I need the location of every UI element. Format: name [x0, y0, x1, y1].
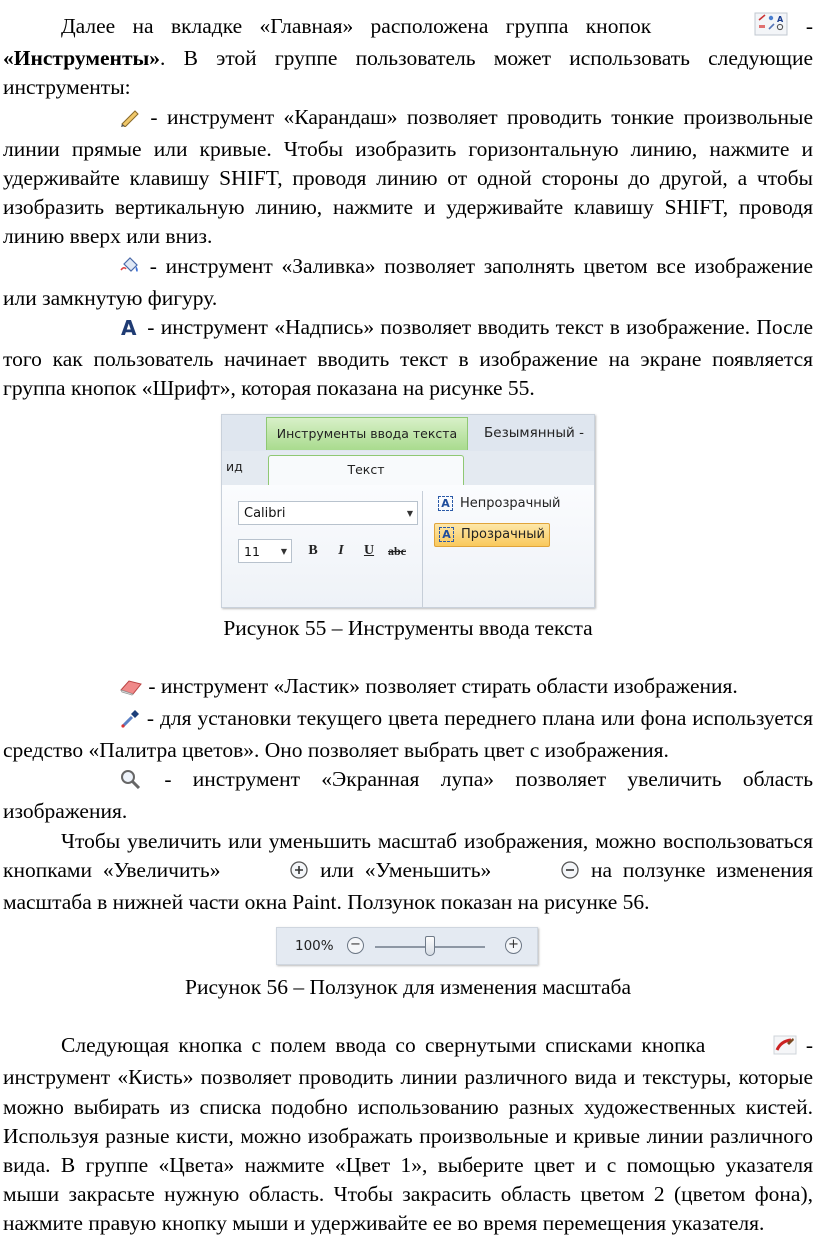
group-separator	[422, 491, 423, 608]
font-size-select[interactable]	[238, 539, 292, 563]
text-tools-ribbon	[221, 414, 595, 608]
figure-56-caption: Рисунок 56 – Ползунок для изменения масштаба	[184, 975, 632, 1000]
font-family-value: Calibri	[244, 505, 286, 521]
text-icon	[61, 316, 141, 345]
zoom-out-icon	[502, 859, 580, 888]
window-title: Безымянный -	[484, 424, 584, 441]
zoom-text-2: или «Уменьшить»	[309, 857, 492, 882]
ribbon-body	[222, 485, 594, 607]
zoom-text-3: на ползунке изменения масштаба в нижней части окна Paint. Ползунок показан на рисунке 56.	[3, 857, 814, 915]
brush-paragraph	[3, 1031, 813, 1238]
zoom-slider-thumb[interactable]	[425, 936, 435, 956]
font-size-value: 11	[244, 543, 260, 559]
font-family-select[interactable]	[238, 501, 418, 525]
zoom-in-icon	[231, 859, 309, 888]
strikethrough-button[interactable]: abc	[388, 543, 406, 558]
text-tool-text: - инструмент «Надпись» позволяет вводить текст в изображение. После того как пользователь начинает вводить текст в изображение на экране появляется группа кнопок «Шрифт», которая показана на рисунке 55.	[3, 315, 813, 401]
bold-button[interactable]: B	[308, 542, 318, 558]
ribbon-tab-row	[222, 451, 594, 486]
pencil-paragraph	[3, 103, 813, 252]
brush-icon	[715, 1034, 797, 1063]
zoom-paragraph	[3, 827, 813, 918]
transparent-label: Прозрачный	[461, 526, 546, 542]
zoom-text-1: Чтобы увеличить или уменьшить масштаб изображения, можно воспользоваться кнопками «Увеличить»	[3, 828, 813, 882]
eraser-text: - инструмент «Ластик» позволяет стирать области изображения.	[143, 673, 738, 698]
svg-text:A: A	[777, 15, 784, 24]
opaque-option[interactable]	[434, 493, 565, 515]
pencil-text: - инструмент «Карандаш» позволяет проводить тонкие произвольные линии прямые или кривые. Чтобы изобразить горизонтальную линию, нажмите и удерживайте клавишу SHIFT, проводя линию от одной стороны до другой, а чтобы изобразить вертикальную линию, нажмите и удерживайте клавишу SHIFT, проводя линию вверх или вниз.	[3, 104, 813, 249]
fill-paragraph	[3, 252, 813, 313]
intro-text-2: . В этой группе пользователь может использовать следующие инструменты:	[3, 46, 813, 100]
figure-55-caption: Рисунок 55 – Инструменты ввода текста	[223, 615, 593, 640]
tab-text[interactable]: Текст	[268, 455, 464, 487]
eraser-paragraph	[3, 672, 813, 704]
text-tool-paragraph	[3, 313, 813, 404]
picker-paragraph	[3, 704, 813, 765]
picker-text: - для установки текущего цвета переднего плана или фона используется средство «Палитра цветов». Оно позволяет выбрать цвет с изображения.	[3, 705, 813, 763]
intro-dash: -	[788, 14, 813, 38]
brush-text-1: Следующая кнопка с полем ввода со свернутыми списками кнопка	[61, 1033, 706, 1058]
zoom-out-button[interactable]: −	[347, 937, 364, 954]
spacer	[3, 1002, 813, 1031]
intro-text: Далее на вкладке «Главная» расположена группа кнопок	[61, 14, 652, 38]
spacer	[3, 643, 813, 672]
brush-text-2: - инструмент «Кисть» позволяет проводить линии различного вида и текстуры, которые можно выбирать из списка подобно использованию разных художественных кистей. Используя разные кисти, можно изображать произвольные и кривые линии различного вида. В группе «Цвета» нажмите «Цвет 1», выберите цвет и с помощью указателя мыши закрасьте нужную область. Чтобы закрасить область цветом 2 (цветом фона), нажмите правую кнопку мыши и удерживайте ее во время перемещения указателя.	[3, 1033, 814, 1236]
svg-text:A: A	[121, 317, 137, 338]
eraser-icon	[61, 675, 143, 704]
color-picker-icon	[61, 707, 141, 736]
opaque-icon: A	[438, 496, 453, 511]
intro-paragraph	[3, 12, 813, 103]
underline-button[interactable]: U	[363, 542, 375, 558]
pencil-icon	[61, 106, 141, 135]
zoom-slider-figure	[276, 927, 538, 965]
magnifier-text: - инструмент «Экранная лупа» позволяет увеличить область изображения.	[3, 767, 813, 824]
transparent-icon: A	[439, 527, 454, 542]
magnifier-icon	[61, 768, 143, 797]
magnifier-paragraph	[3, 765, 813, 826]
fill-icon	[61, 255, 141, 284]
tab-view-partial[interactable]: ид	[226, 458, 243, 474]
context-tab-text-tools[interactable]: Инструменты ввода текста	[266, 417, 468, 450]
italic-button[interactable]: I	[338, 542, 344, 558]
zoom-level: 100%	[295, 938, 334, 955]
opaque-label: Непрозрачный	[460, 495, 561, 511]
chevron-down-icon: ▼	[406, 508, 413, 518]
transparent-option[interactable]	[434, 523, 550, 547]
document-page	[3, 0, 813, 1239]
zoom-in-button[interactable]: +	[505, 937, 522, 954]
fill-text: - инструмент «Заливка» позволяет заполнять цветом все изображение или замкнутую фигуру.	[3, 253, 813, 310]
tools-group-name: «Инструменты»	[3, 46, 161, 71]
chevron-down-icon: ▼	[280, 546, 287, 556]
tools-group-icon	[696, 12, 788, 44]
